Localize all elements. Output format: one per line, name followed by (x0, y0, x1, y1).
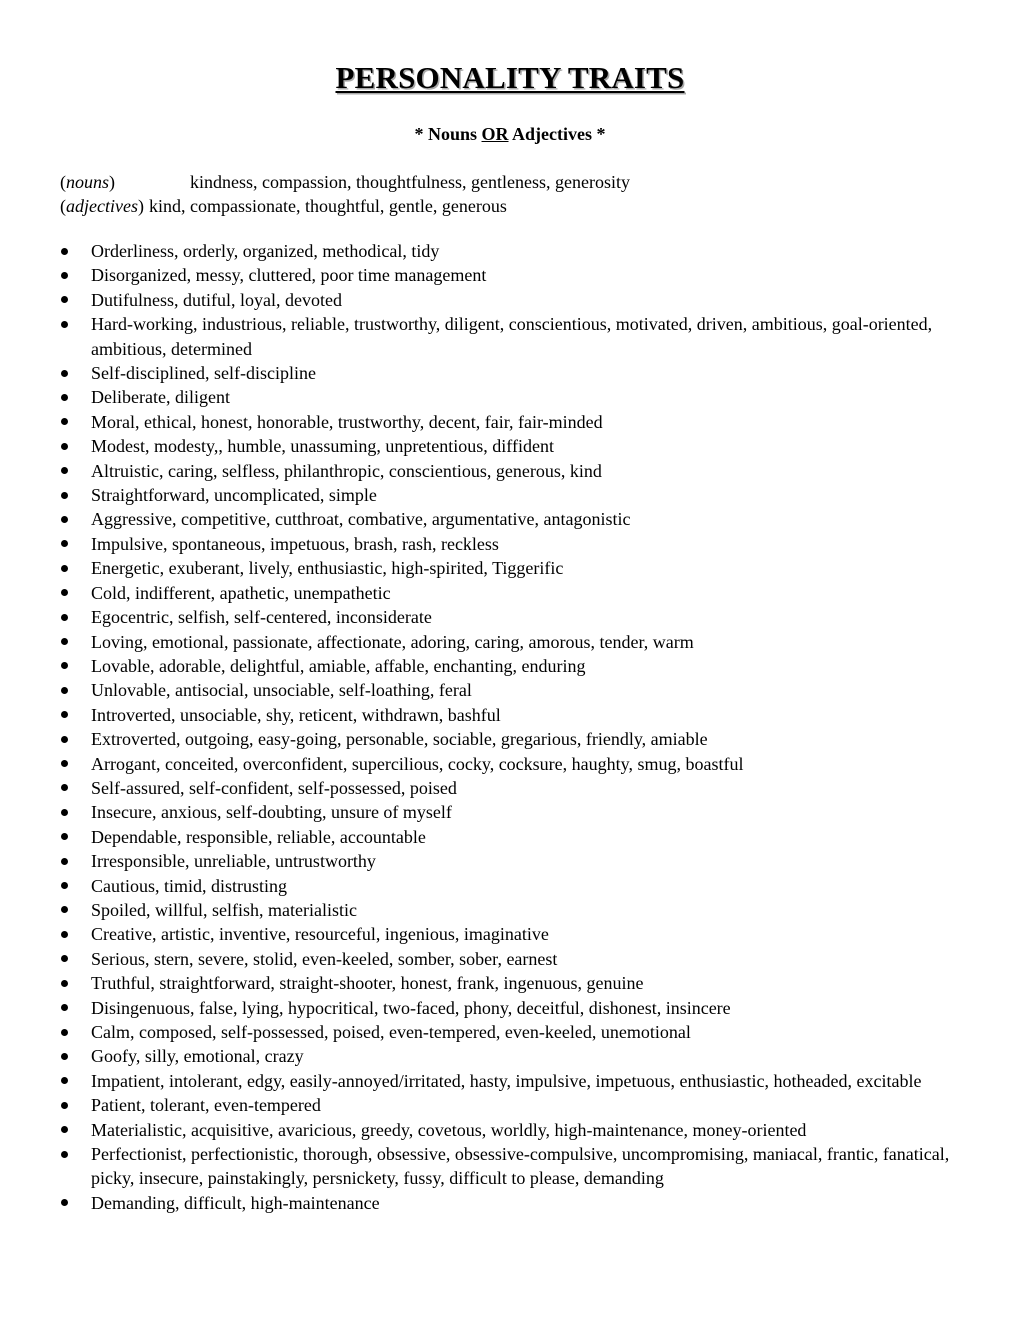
list-item: Cautious, timid, distrusting (60, 874, 960, 898)
nouns-open-paren: ( (60, 172, 66, 192)
list-item: Irresponsible, unreliable, untrustworthy (60, 849, 960, 873)
list-item: Demanding, difficult, high-maintenance (60, 1191, 960, 1215)
list-item: Creative, artistic, inventive, resourceful, ingenious, imaginative (60, 922, 960, 946)
subtitle-suffix: Adjectives * (508, 124, 606, 144)
adjectives-open-paren: ( (60, 196, 66, 216)
list-item: Truthful, straightforward, straight-shooter, honest, frank, ingenuous, genuine (60, 971, 960, 995)
list-item: Perfectionist, perfectionistic, thorough, obsessive, obsessive-compulsive, uncompromising, maniacal, frantic, fanatical, picky, insecure, painstakingly, persnickety, fussy, difficult to please, demanding (60, 1142, 960, 1191)
list-item: Self-assured, self-confident, self-possessed, poised (60, 776, 960, 800)
list-item: Unlovable, antisocial, unsociable, self-loathing, feral (60, 678, 960, 702)
list-item: Egocentric, selfish, self-centered, inconsiderate (60, 605, 960, 629)
list-item: Deliberate, diligent (60, 385, 960, 409)
adjectives-close-paren: ) (137, 196, 144, 216)
list-item: Disorganized, messy, cluttered, poor time management (60, 263, 960, 287)
subtitle-emphasis: OR (481, 124, 509, 144)
list-item: Dutifulness, dutiful, loyal, devoted (60, 288, 960, 312)
list-item: Introverted, unsociable, shy, reticent, withdrawn, bashful (60, 703, 960, 727)
list-item: Extroverted, outgoing, easy-going, personable, sociable, gregarious, friendly, amiable (60, 727, 960, 751)
list-item: Hard-working, industrious, reliable, trustworthy, diligent, conscientious, motivated, driven, ambitious, goal-oriented, ambitious, determined (60, 312, 960, 361)
list-item: Materialistic, acquisitive, avaricious, greedy, covetous, worldly, high-maintenance, money-oriented (60, 1118, 960, 1142)
page-title: PERSONALITY TRAITS (335, 60, 685, 95)
nouns-text: kindness, compassion, thoughtfulness, gentleness, generosity (190, 172, 630, 192)
list-item: Dependable, responsible, reliable, accountable (60, 825, 960, 849)
list-item: Goofy, silly, emotional, crazy (60, 1044, 960, 1068)
example-block (60, 170, 630, 218)
list-item: Straightforward, uncomplicated, simple (60, 483, 960, 507)
list-item: Serious, stern, severe, stolid, even-keeled, somber, sober, earnest (60, 947, 960, 971)
example-adjectives-row (60, 194, 630, 218)
list-item: Arrogant, conceited, overconfident, supercilious, cocky, cocksure, haughty, smug, boastful (60, 752, 960, 776)
nouns-tag (60, 170, 190, 194)
list-item: Modest, modesty,, humble, unassuming, unpretentious, diffident (60, 434, 960, 458)
nouns-close-paren: ) (109, 172, 116, 192)
nouns-label: nouns (66, 172, 110, 192)
adjectives-tag (60, 194, 144, 218)
example-nouns-row (60, 170, 630, 194)
adjectives-label: adjectives (66, 196, 138, 216)
subtitle (0, 124, 1020, 145)
list-item: Loving, emotional, passionate, affectionate, adoring, caring, amorous, tender, warm (60, 630, 960, 654)
adjectives-text: kind, compassionate, thoughtful, gentle, generous (148, 196, 507, 216)
list-item: Lovable, adorable, delightful, amiable, affable, enchanting, enduring (60, 654, 960, 678)
list-item: Self-disciplined, self-discipline (60, 361, 960, 385)
list-item: Insecure, anxious, self-doubting, unsure of myself (60, 800, 960, 824)
list-item: Orderliness, orderly, organized, methodical, tidy (60, 239, 960, 263)
list-item: Impulsive, spontaneous, impetuous, brash, rash, reckless (60, 532, 960, 556)
list-item: Aggressive, competitive, cutthroat, combative, argumentative, antagonistic (60, 507, 960, 531)
list-item: Disingenuous, false, lying, hypocritical, two-faced, phony, deceitful, dishonest, insincere (60, 996, 960, 1020)
list-item: Patient, tolerant, even-tempered (60, 1093, 960, 1117)
list-item: Moral, ethical, honest, honorable, trustworthy, decent, fair, fair-minded (60, 410, 960, 434)
traits-list (60, 239, 960, 1215)
list-item: Altruistic, caring, selfless, philanthropic, conscientious, generous, kind (60, 459, 960, 483)
list-item: Calm, composed, self-possessed, poised, even-tempered, even-keeled, unemotional (60, 1020, 960, 1044)
subtitle-prefix: * Nouns (414, 124, 482, 144)
list-item: Energetic, exuberant, lively, enthusiastic, high-spirited, Tiggerific (60, 556, 960, 580)
list-item: Spoiled, willful, selfish, materialistic (60, 898, 960, 922)
list-item: Cold, indifferent, apathetic, unempathetic (60, 581, 960, 605)
list-item: Impatient, intolerant, edgy, easily-annoyed/irritated, hasty, impulsive, impetuous, enthusiastic, hotheaded, excitable (60, 1069, 960, 1093)
